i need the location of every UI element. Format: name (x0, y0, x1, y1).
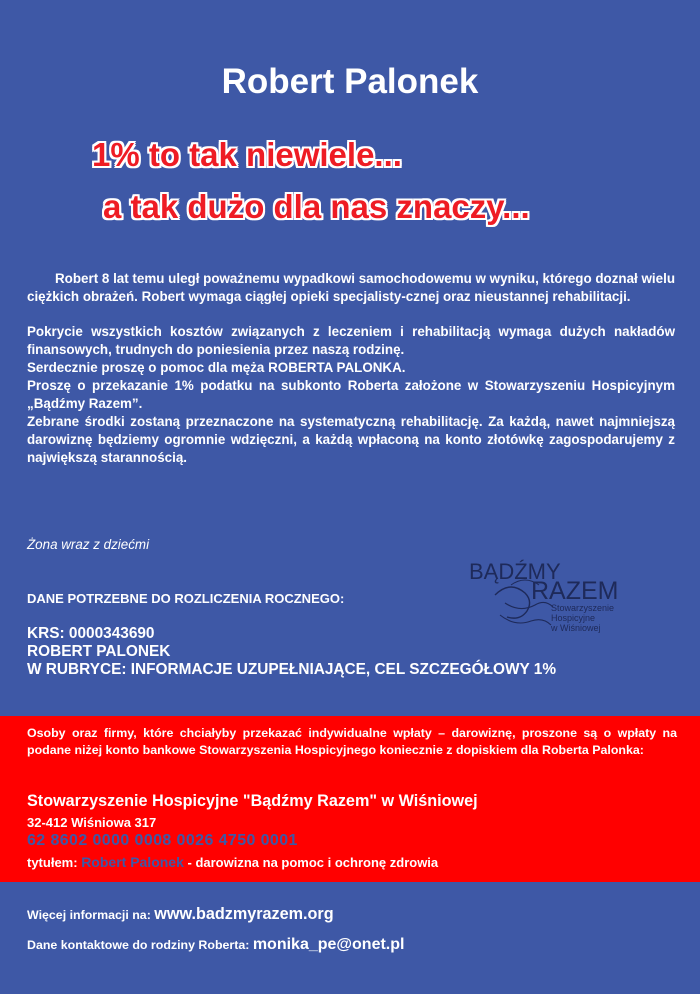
page-title: Robert Palonek (221, 62, 479, 101)
signature: Żona wraz z dziećmi (27, 537, 150, 552)
website-link[interactable]: www.badzmyrazem.org (154, 905, 334, 923)
appeal-paragraph-2: Pokrycie wszystkich kosztów związanych z leczeniem i rehabilitacją wymaga dużych nakładów finansowych, trudnych do poniesienia przez naszą rodzinę. (27, 324, 675, 357)
appeal-paragraph-5: Zebrane środki zostaną przeznaczone na systematyczną rehabilitację. Za każdą, nawet najmniejszą darowiznę będziemy ogromnie wdzięczni, a każdą wpłaconą na konto złotówkę zagospodarujemy z największą starannością. (27, 414, 675, 465)
appeal-paragraph-3: Serdecznie proszę o pomoc dla męża ROBERTA PALONKA. (27, 360, 406, 375)
tax-beneficiary: ROBERT PALONEK (27, 643, 171, 660)
logo-line-1: BĄDŹMY (469, 559, 561, 584)
transfer-title-rest: - darowizna na pomoc i ochronę zdrowia (187, 855, 439, 870)
appeal-paragraph-1: Robert 8 lat temu uległ poważnemu wypadkowi samochodowemu w wyniku, którego doznał wielu ciężkich obrażeń. Robert wymaga ciągłej opieki specjalisty-cznej oraz nieustannej rehabilitacji. (27, 271, 675, 304)
bank-account: 62 8602 0000 0008 0026 4750 0001 (27, 832, 298, 849)
organization-address: 32-412 Wiśniowa 317 (27, 815, 157, 830)
appeal-text (27, 270, 675, 467)
tax-heading: DANE POTRZEBNE DO ROZLICZENIA ROCZNEGO: (27, 591, 345, 606)
logo-sub-3: w Wiśniowej (551, 623, 601, 633)
logo-line-2: RAZEM (531, 577, 619, 605)
logo-sub-2: Hospicyjne (551, 613, 596, 623)
transfer-title (27, 854, 438, 870)
contact-info (27, 936, 404, 954)
krs-number: KRS: 0000343690 (27, 625, 155, 642)
more-info (27, 905, 334, 924)
transfer-title-label: tytułem: (27, 855, 78, 870)
slogan-line-2: a tak dużo dla nas znaczy... (103, 188, 530, 225)
tax-details (27, 625, 556, 679)
organization-name: Stowarzyszenie Hospicyjne "Bądźmy Razem" w Wiśniowej (27, 792, 478, 810)
logo-sub-1: Stowarzyszenie (551, 603, 615, 613)
more-info-label: Więcej informacji na: (27, 908, 151, 922)
contact-email[interactable]: monika_pe@onet.pl (252, 936, 405, 953)
tax-rubric: W RUBRYCE: INFORMACJE UZUPEŁNIAJĄCE, CEL SZCZEGÓŁOWY 1% (27, 661, 557, 678)
appeal-paragraph-4: Proszę o przekazanie 1% podatku na subkonto Roberta założone w Stowarzyszeniu Hospicyjnym „Bądźmy Razem”. (27, 378, 675, 411)
transfer-title-name: Robert Palonek (81, 854, 184, 870)
contact-label: Dane kontaktowe do rodziny Roberta: (27, 938, 250, 952)
donation-intro: Osoby oraz firmy, które chciałyby przekazać indywidualne wpłaty – darowiznę, proszone są o wpłaty na podane niżej konto bankowe Stowarzyszenia Hospicyjnego koniecznie z dopiskiem dla Roberta Palonka: (27, 726, 677, 757)
slogan-line-1: 1% to tak niewiele... (92, 136, 402, 173)
